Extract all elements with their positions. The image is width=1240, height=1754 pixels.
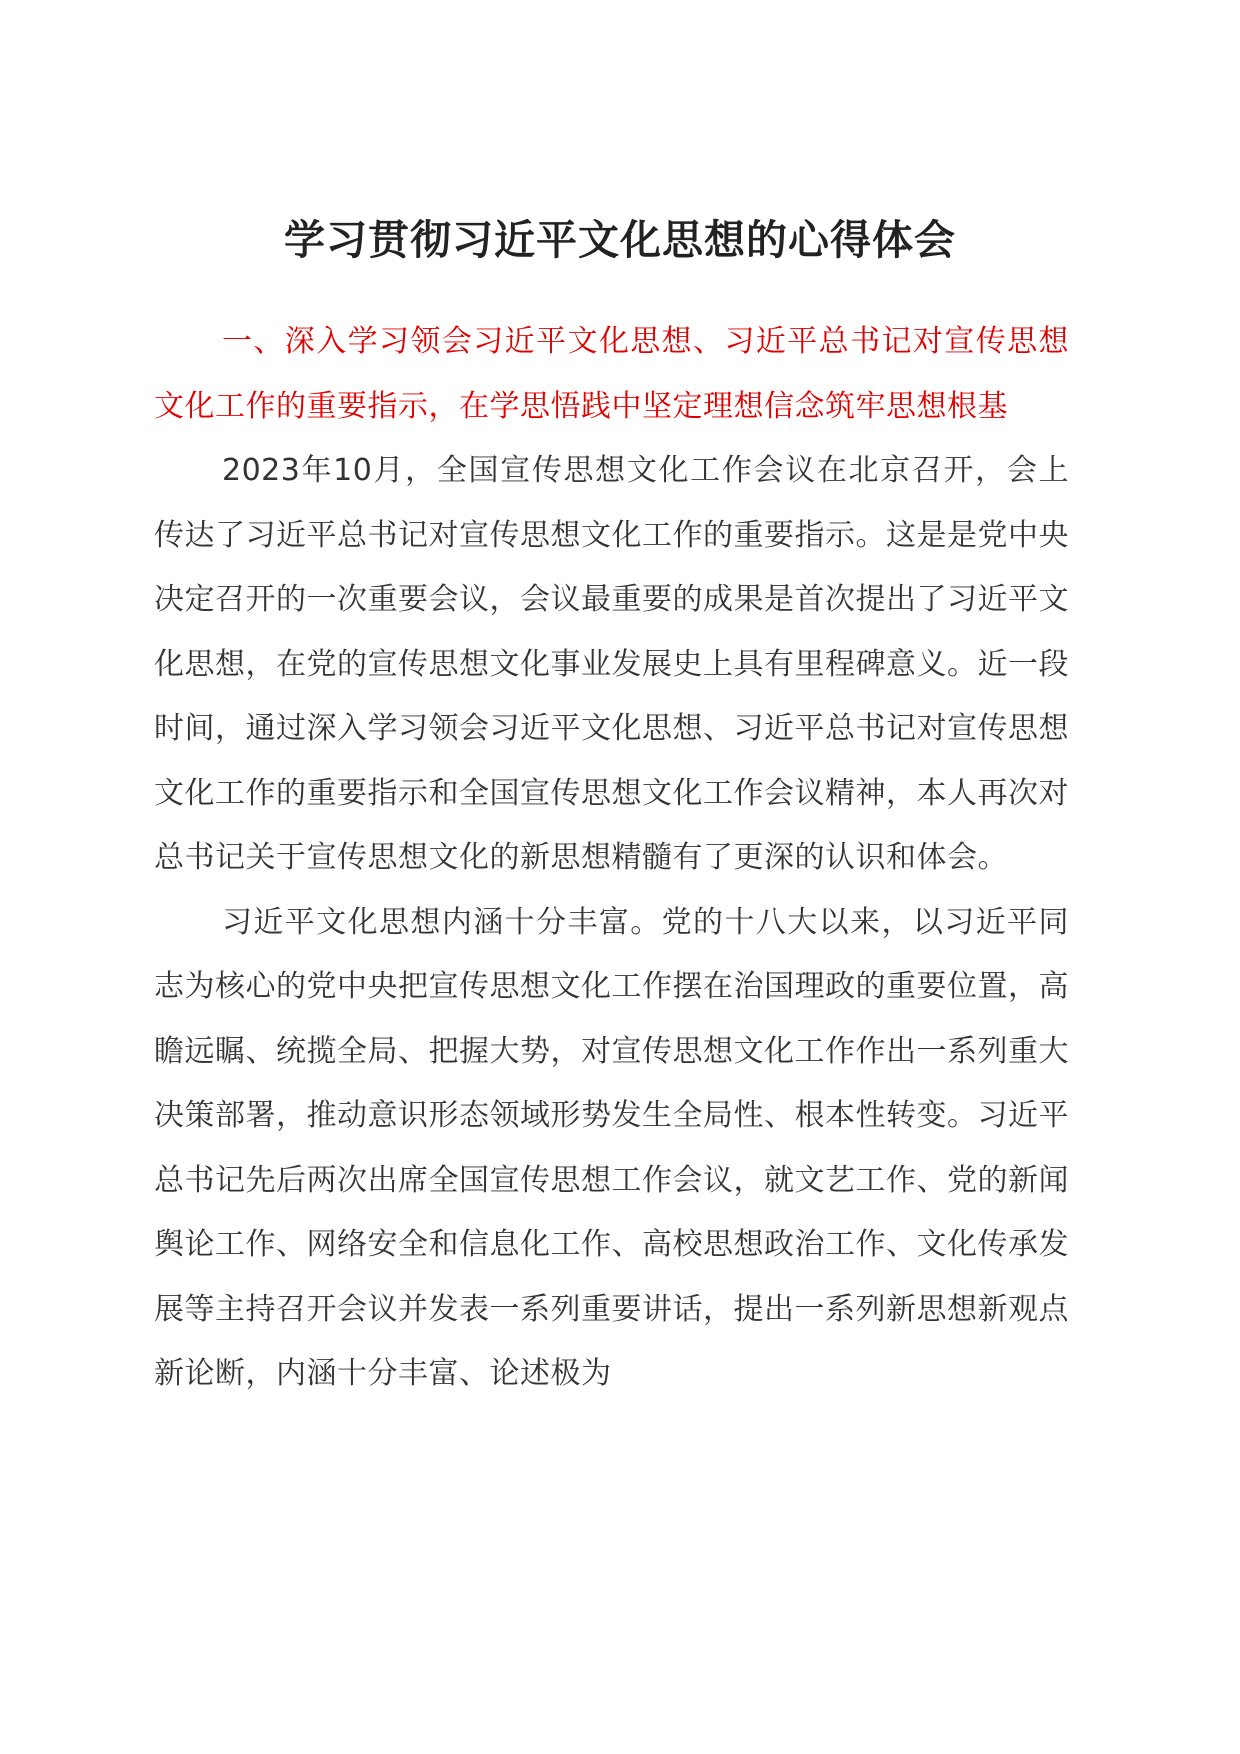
document-title: 学习贯彻习近平文化思想的心得体会 [284,216,956,264]
document-body [154,310,1069,1407]
body-paragraph-2: 习近平文化思想内涵十分丰富。党的十八大以来，以习近平同志为核心的党中央把宣传思想文化工作摆在治国理政的重要位置，高瞻远瞩、统揽全局、把握大势，对宣传思想文化工作作出一系列重大决策部署，推动意识形态领域形势发生全局性、根本性转变。习近平总书记先后两次出席全国宣传思想工作会议，就文艺工作、党的新闻舆论工作、网络安全和信息化工作、高校思想政治工作、文化传承发展等主持召开会议并发表一系列重要讲话，提出一系列新思想新观点新论断，内涵十分丰富、论述极为 [154,904,1069,1391]
section-heading: 一、深入学习领会习近平文化思想、习近平总书记对宣传思想文化工作的重要指示，在学思悟践中坚定理想信念筑牢思想根基 [154,324,1069,424]
body-paragraph-1: 2023年10月，全国宣传思想文化工作会议在北京召开，会上传达了习近平总书记对宣传思想文化工作的重要指示。这是是党中央决定召开的一次重要会议，会议最重要的成果是首次提出了习近平文化思想，在党的宣传思想文化事业发展史上具有里程碑意义。近一段时间，通过深入学习领会习近平文化思想、习近平总书记对宣传思想文化工作的重要指示和全国宣传思想文化工作会议精神，本人再次对总书记关于宣传思想文化的新思想精髓有了更深的认识和体会。 [154,453,1069,875]
